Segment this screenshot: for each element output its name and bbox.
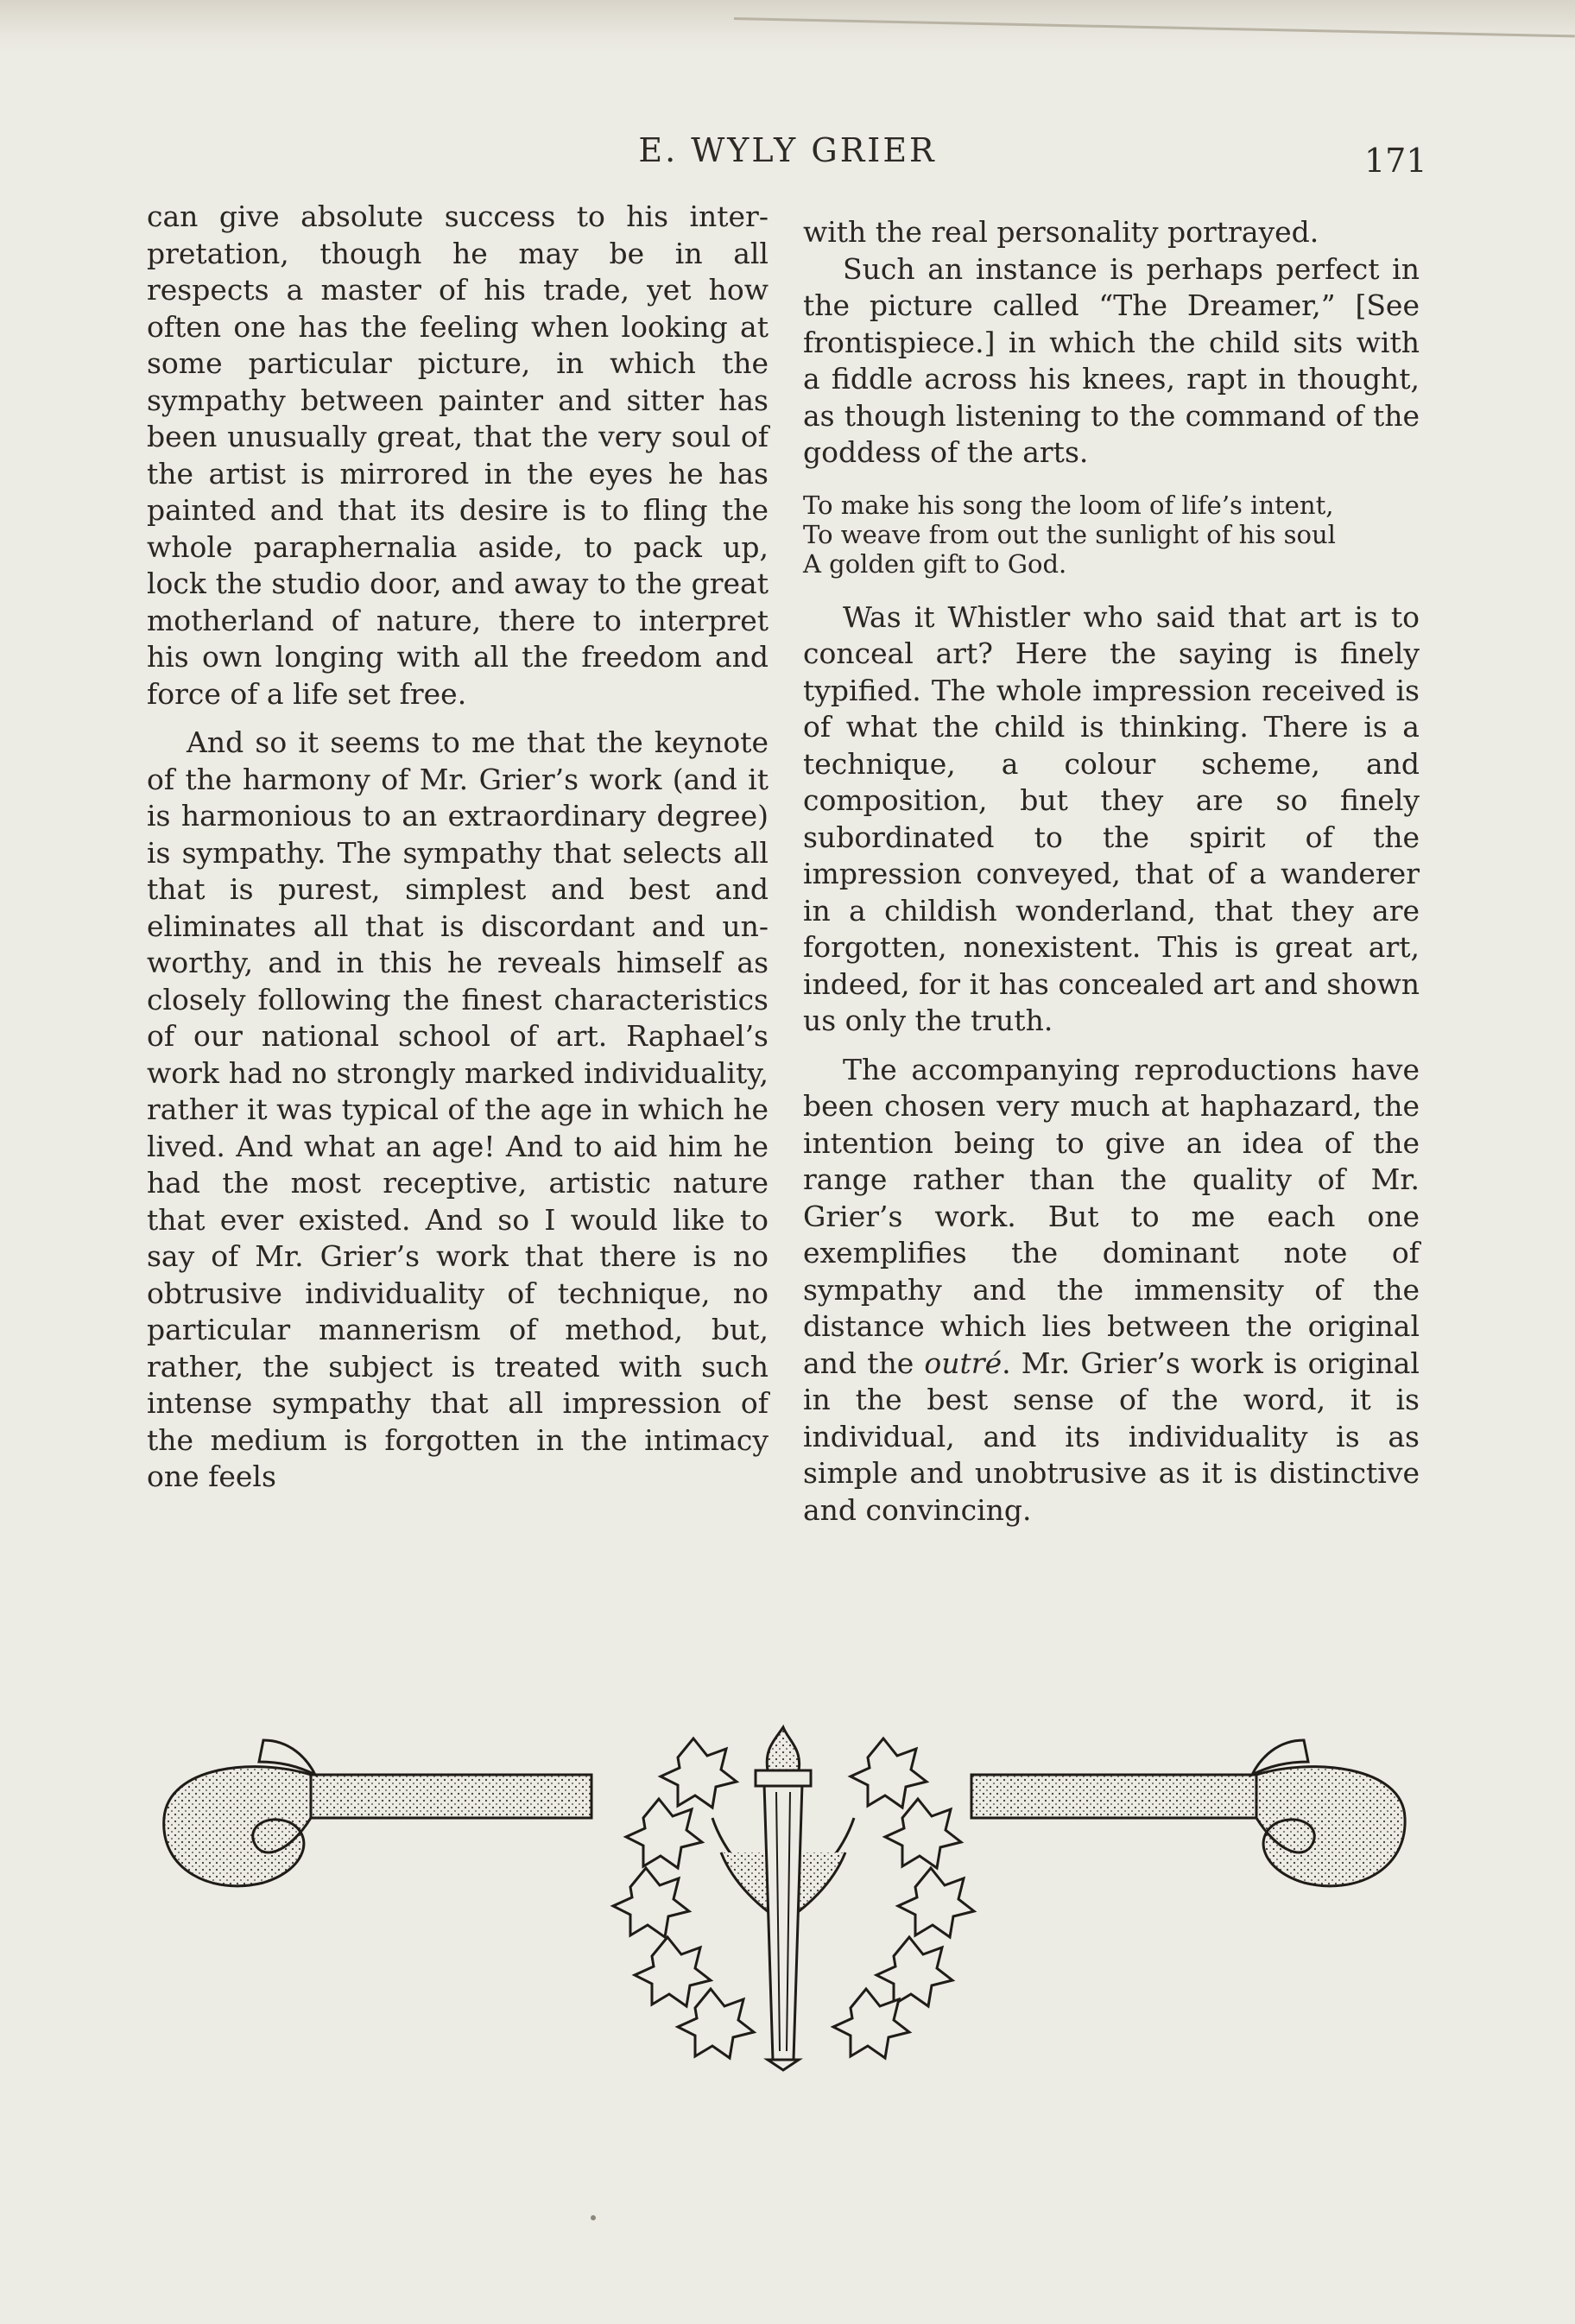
left-banner bbox=[311, 1775, 591, 1818]
right-paragraph-1: with the real personality portrayed. bbox=[803, 215, 1319, 249]
left-column bbox=[147, 199, 769, 1496]
poem-line: To make his song the loom of life’s intent, bbox=[803, 490, 1334, 520]
paragraph-4-text: The accompanying reproductions have been chosen very much at haphazard, the intention being to give an idea of the range rather than the quality of Mr. Grier’s work. But to me each one exemplifies the dominant note of sympathy and the immensity of the distance which lies between the original and the bbox=[803, 1052, 1420, 1380]
page-number: 171 bbox=[1364, 142, 1427, 180]
poem-line: To weave from out the sunlight of his soul bbox=[803, 519, 1336, 549]
poem-quote bbox=[803, 491, 1420, 579]
poem-line: A golden gift to God. bbox=[803, 548, 1067, 579]
running-head: E. WYLY GRIER bbox=[638, 131, 937, 169]
print-speck bbox=[591, 2215, 596, 2220]
italic-word: outré bbox=[924, 1346, 1003, 1380]
left-scroll bbox=[164, 1767, 311, 1886]
left-paragraph-1: can give absolute success to his interpretation, though he may be in all respects a master of his trade, yet how often one has the feeling when looking at some particular picture, in which the sympathy between painter and sitter has been unusually great, that the very soul of the artist is mirrored in the eyes he has painted and that its desire is to fling the whole paraphernalia aside, to pack up, lock the studio door, and away to the great motherland of nature, there to interpret his own longing with all the freedom and force of a life set free. bbox=[147, 199, 769, 711]
right-paragraph-3: Was it Whistler who said that art is to conceal art? Here the saying is finely typified. The whole impression received is of what the child is thinking. There is a technique, a colour scheme, and composition, but they are so finely subordinated to the spirit of the impression conveyed, that of a wanderer in a childish wonderland, that they are forgotten, nonexistent. This is great art, indeed, for it has concealed art and shown us only the truth. bbox=[803, 599, 1420, 1037]
page-top-edge bbox=[0, 0, 1575, 52]
right-paragraph-2: Such an instance is perhaps perfect in the picture called “The Dreamer,” [See frontispiece.] in which the child sits with a fiddle across his knees, rapt in thought, as though listening to the command of the goddess of the arts. bbox=[803, 251, 1420, 469]
right-scroll bbox=[1256, 1767, 1405, 1886]
right-paragraph-4 bbox=[803, 1052, 1420, 1529]
paragraph-4-text-end: . Mr. Grier’s work is original in the best sense of the word, it is individual, and its individuality is as simple and unobtrusive as it is distinctive and convincing. bbox=[803, 1346, 1420, 1527]
scroll-torch-ivy-tailpiece-icon bbox=[160, 1723, 1407, 2077]
right-banner bbox=[971, 1775, 1256, 1818]
right-column bbox=[803, 214, 1420, 1529]
left-paragraph-2: And so it seems to me that the keynote of the harmony of Mr. Grier’s work (and it is harmonious to an extraordinary degree) is sympathy. The sympathy that selects all that is purest, simplest and best and eliminates all that is discordant and unworthy, and in this he reveals himself as closely following the finest characteristics of our national school of art. Raphael’s work had no strongly marked individuality, rather it was typical of the age in which he lived. And what an age! And to aid him he had the most receptive, artistic nature that ever existed. And so I would like to say of Mr. Grier’s work that there is no obtrusive individuality of technique, no particular mannerism of method, but, rather, the subject is treated with such intense sympathy that all impression of the medium is forgotten in the intimacy one feels bbox=[147, 725, 769, 1493]
